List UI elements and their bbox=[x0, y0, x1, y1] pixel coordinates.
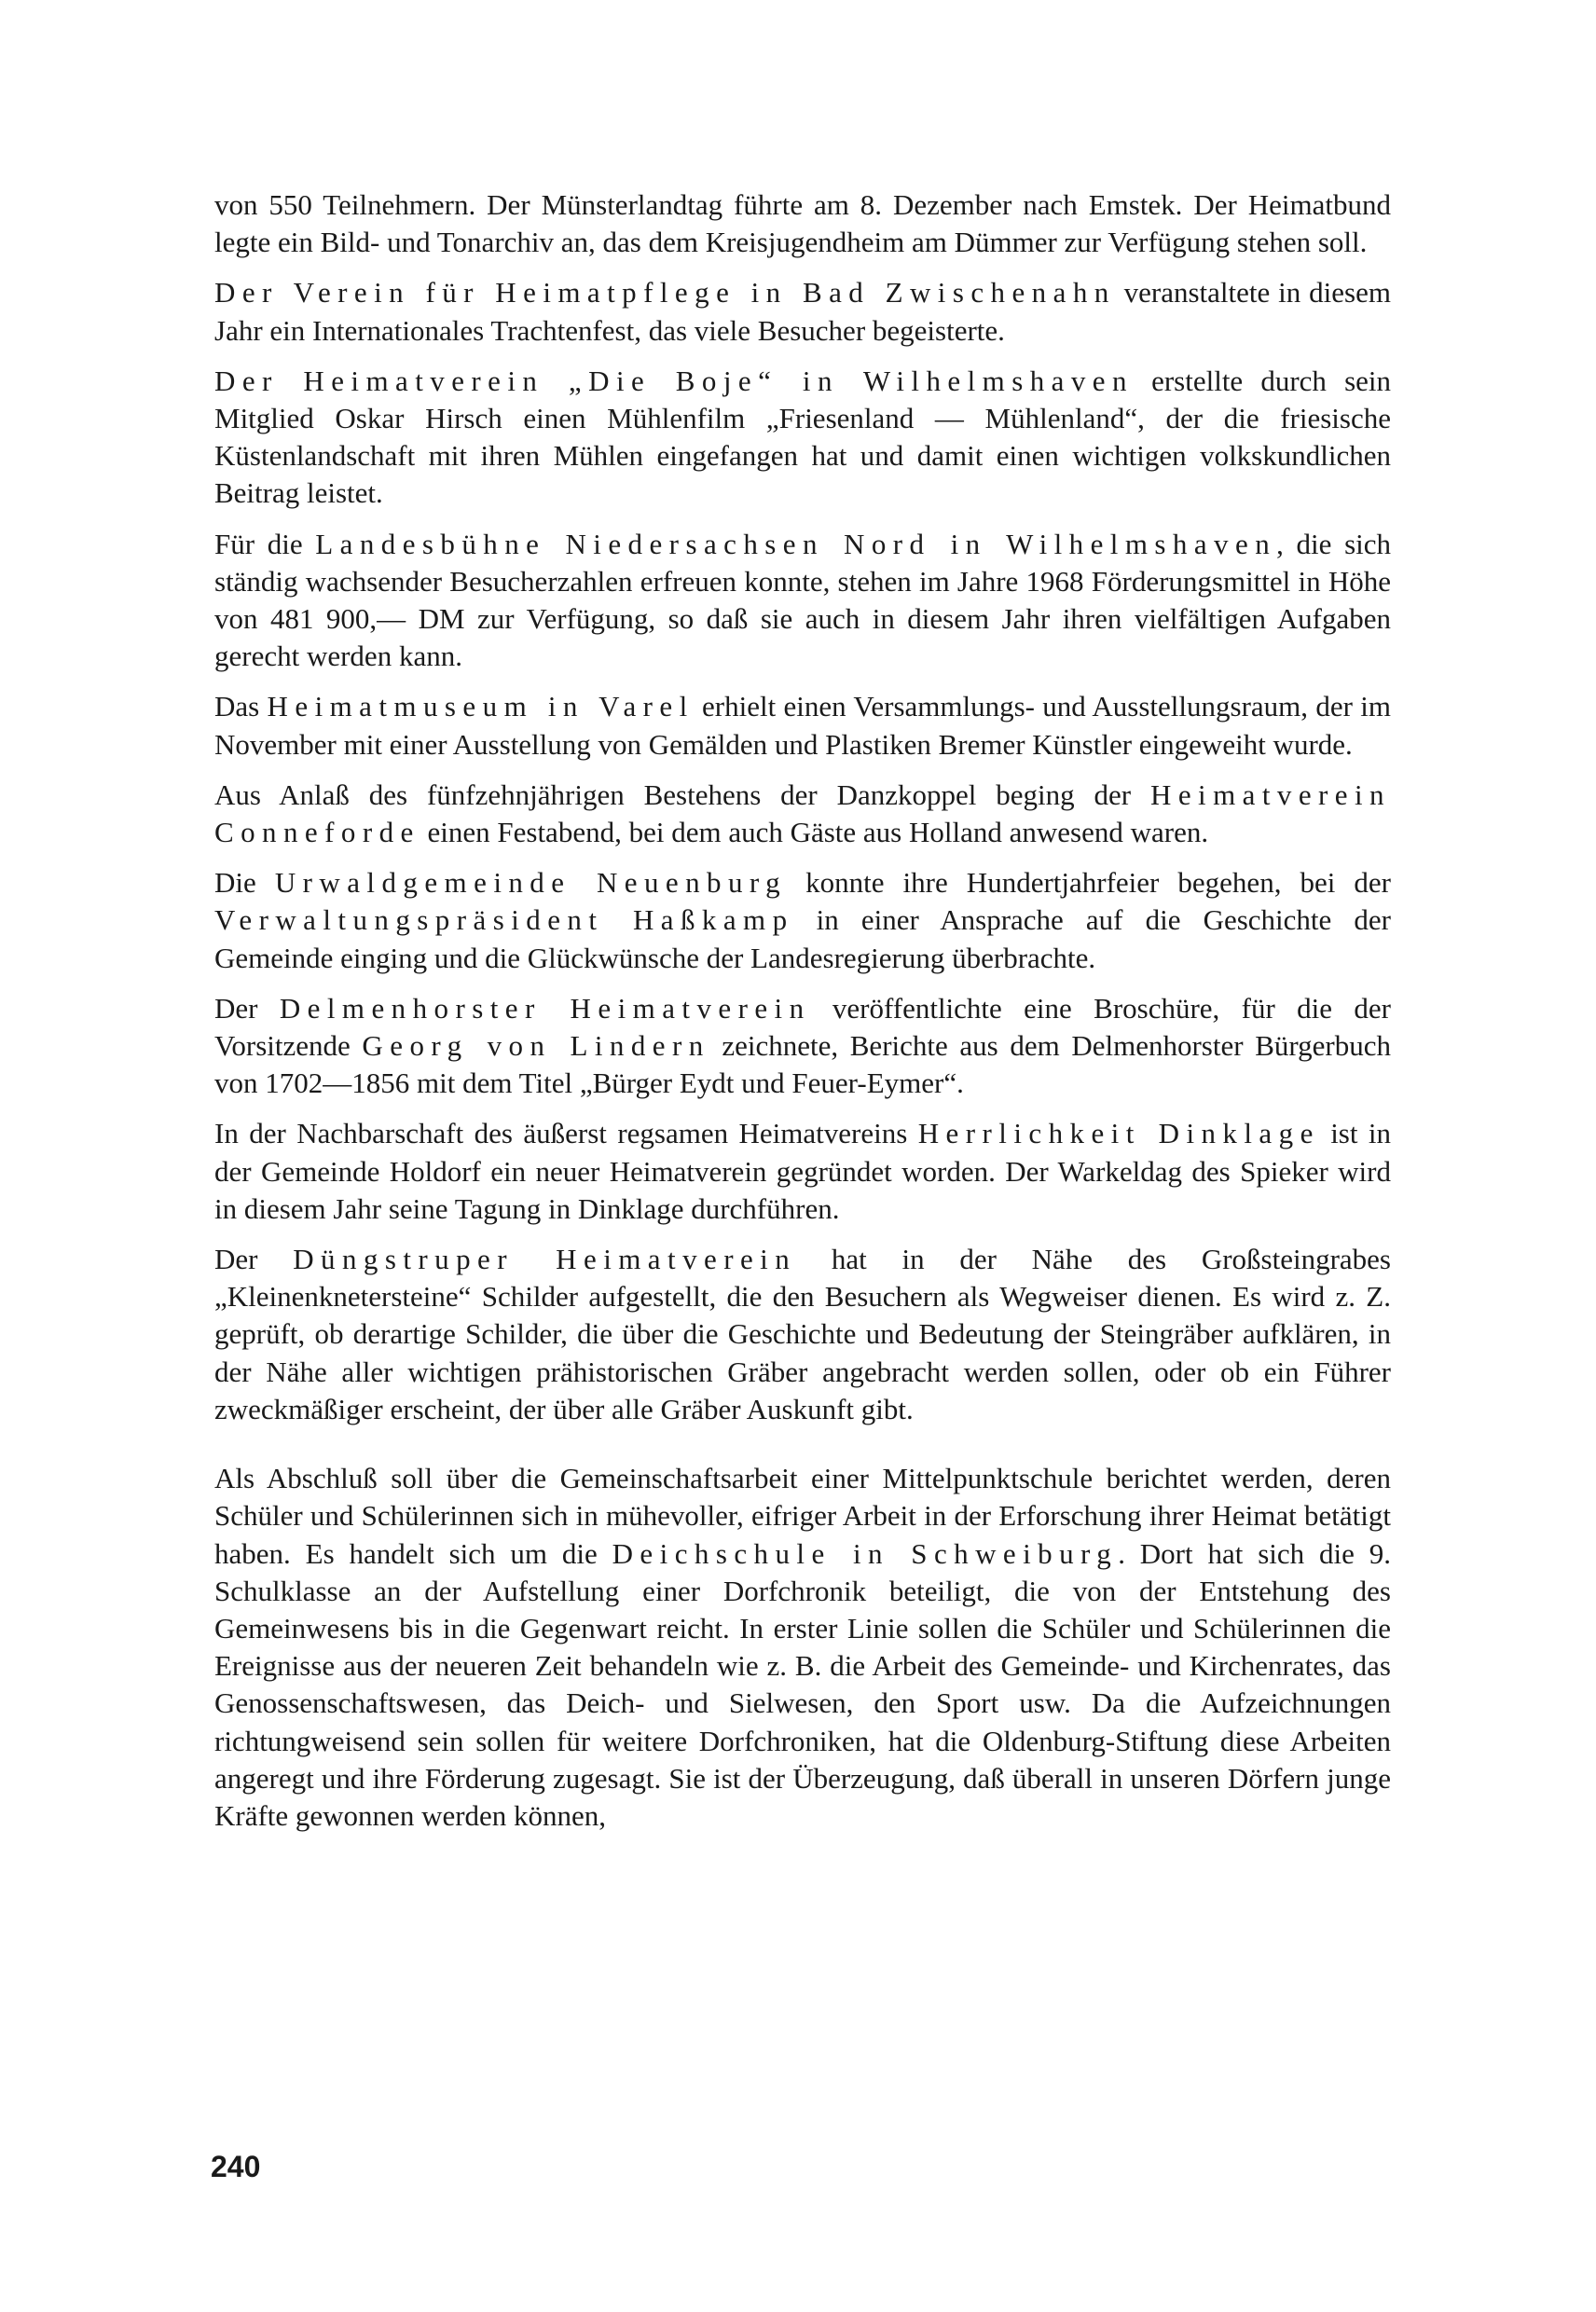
spaced-name: Der Heimatverein „Die Boje“ in Wilhelmshaven bbox=[214, 364, 1134, 397]
paragraph-8: Der Delmenhorster Heimatverein veröffentlichte eine Broschüre, für die der Vorsitzende Georg von Lindern zeichnete, Berichte aus dem Delmenhorster Bürgerbuch von 1702—1856 mit dem Titel „Bürger Eydt und Feuer-Eymer“. bbox=[214, 991, 1391, 1100]
paragraph-2: Der Verein für Heimatpflege in Bad Zwischenahn veranstaltete in diesem Jahr ein Internationales Trachtenfest, das viele Besucher begeisterte. bbox=[214, 276, 1391, 347]
spaced-name: Düngstruper Heimatverein bbox=[293, 1243, 797, 1276]
spaced-name: Georg von Lindern bbox=[362, 1029, 710, 1063]
paragraph-11: Als Abschluß soll über die Gemeinschaftsarbeit einer Mittelpunktschule berichtet werden, deren Schüler und Schülerinnen sich in mühevoller, eifriger Arbeit in der Erforschung ihrer Heimat betätigt haben. Es handelt sich um die Deichschule in Schweiburg. Dort hat sich die 9. Schulklasse an der Aufstellung einer Dorfchronik beteiligt, die von der Entstehung des Gemeinwesens bis in die Gegenwart reicht. In erster Linie sollen die Schüler und Schülerinnen die Ereignisse aus der neueren Zeit behandeln wie z. B. die Arbeit des Gemeinde- und Kirchenrates, das Genossenschaftswesen, das Deich- und Sielwesen, den Sport usw. Da die Aufzeichnungen richtungweisend sein sollen für weitere Dorfchroniken, hat die Oldenburg-Stiftung diese Arbeiten angeregt und ihre Förderung zugesagt. Sie ist der Überzeugung, daß überall in unseren Dörfern junge Kräfte gewonnen werden können, bbox=[214, 1462, 1391, 1832]
spaced-name: Herrlichkeit Dinklage bbox=[917, 1117, 1320, 1150]
paragraph-3: Der Heimatverein „Die Boje“ in Wilhelmshaven erstellte durch sein Mitglied Oskar Hirsch einen Mühlenfilm „Friesenland — Mühlenland“, der die friesische Küstenlandschaft mit ihren Mühlen eingefangen hat und damit einen wichtigen volkskundlichen Beitrag leistet. bbox=[214, 364, 1391, 510]
spaced-name: Heimatmuseum in Varel bbox=[267, 690, 695, 723]
paragraph-5: Das Heimatmuseum in Varel erhielt einen Versammlungs- und Ausstellungsraum, der im November mit einer Ausstellung von Gemälden und Plastiken Bremer Künstler eingeweiht wurde. bbox=[214, 690, 1391, 761]
paragraph-9: In der Nachbarschaft des äußerst regsamen Heimatvereins Herrlichkeit Dinklage ist in der Gemeinde Holdorf ein neuer Heimatverein gegründet worden. Der Warkeldag des Spieker wird in diesem Jahr seine Tagung in Dinklage durchführen. bbox=[214, 1117, 1392, 1225]
spaced-name: Verwaltungspräsident Haßkamp bbox=[214, 903, 794, 937]
spaced-name: Deichschule in Schweiburg bbox=[612, 1536, 1119, 1570]
spaced-name: Landesbühne Niedersachsen Nord in Wilhelmshaven bbox=[315, 527, 1277, 560]
document-body bbox=[214, 186, 1391, 1848]
paragraph-10: Der Düngstruper Heimatverein hat in der Nähe des Großsteingrabes „Kleinenknetersteine“ Schilder aufgestellt, die den Besuchern als Wegweiser dienen. Es wird z. Z. geprüft, ob derartige Schilder, die über die Geschichte und Bedeutung der Steingräber aufklären, in der Nähe aller wichtigen prähistorischen Gräber angebracht werden sollen, oder ob ein Führer zweckmäßiger erscheint, der über alle Gräber Auskunft gibt. bbox=[214, 1243, 1391, 1425]
spaced-name: Heimatverein Conneforde bbox=[214, 778, 1391, 849]
paragraph-1: von 550 Teilnehmern. Der Münsterlandtag führte am 8. Dezember nach Emstek. Der Heimatbund legte ein Bild- und Tonarchiv an, das dem Kreisjugendheim am Dümmer zur Verfügung stehen soll. bbox=[214, 188, 1391, 259]
paragraph-7: Die Urwaldgemeinde Neuenburg konnte ihre Hundertjahrfeier begehen, bei der Verwaltungspräsident Haßkamp in einer Ansprache auf die Geschichte der Gemeinde einging und die Glückwünsche der Landesregierung überbrachte. bbox=[214, 866, 1391, 974]
spaced-name: Delmenhorster Heimatverein bbox=[279, 991, 811, 1025]
spaced-name: Der Verein für Heimatpflege in Bad Zwischenahn bbox=[214, 276, 1116, 310]
paragraph-6: Aus Anlaß des fünfzehnjährigen Bestehens der Danzkoppel beging der Heimatverein Conneforde einen Festabend, bei dem auch Gäste aus Holland anwesend waren. bbox=[214, 778, 1391, 849]
paragraph-4: Für die Landesbühne Niedersachsen Nord in Wilhelmshaven, die sich ständig wachsender Besucherzahlen erfreuen konnte, stehen im Jahre 1968 Förderungsmittel in Höhe von 481 900,— DM zur Verfügung, so daß sie auch in diesem Jahr ihren vielfältigen Aufgaben gerecht werden kann. bbox=[214, 527, 1392, 673]
page-number: 240 bbox=[211, 2150, 261, 2183]
spaced-name: Urwaldgemeinde Neuenburg bbox=[274, 866, 788, 900]
